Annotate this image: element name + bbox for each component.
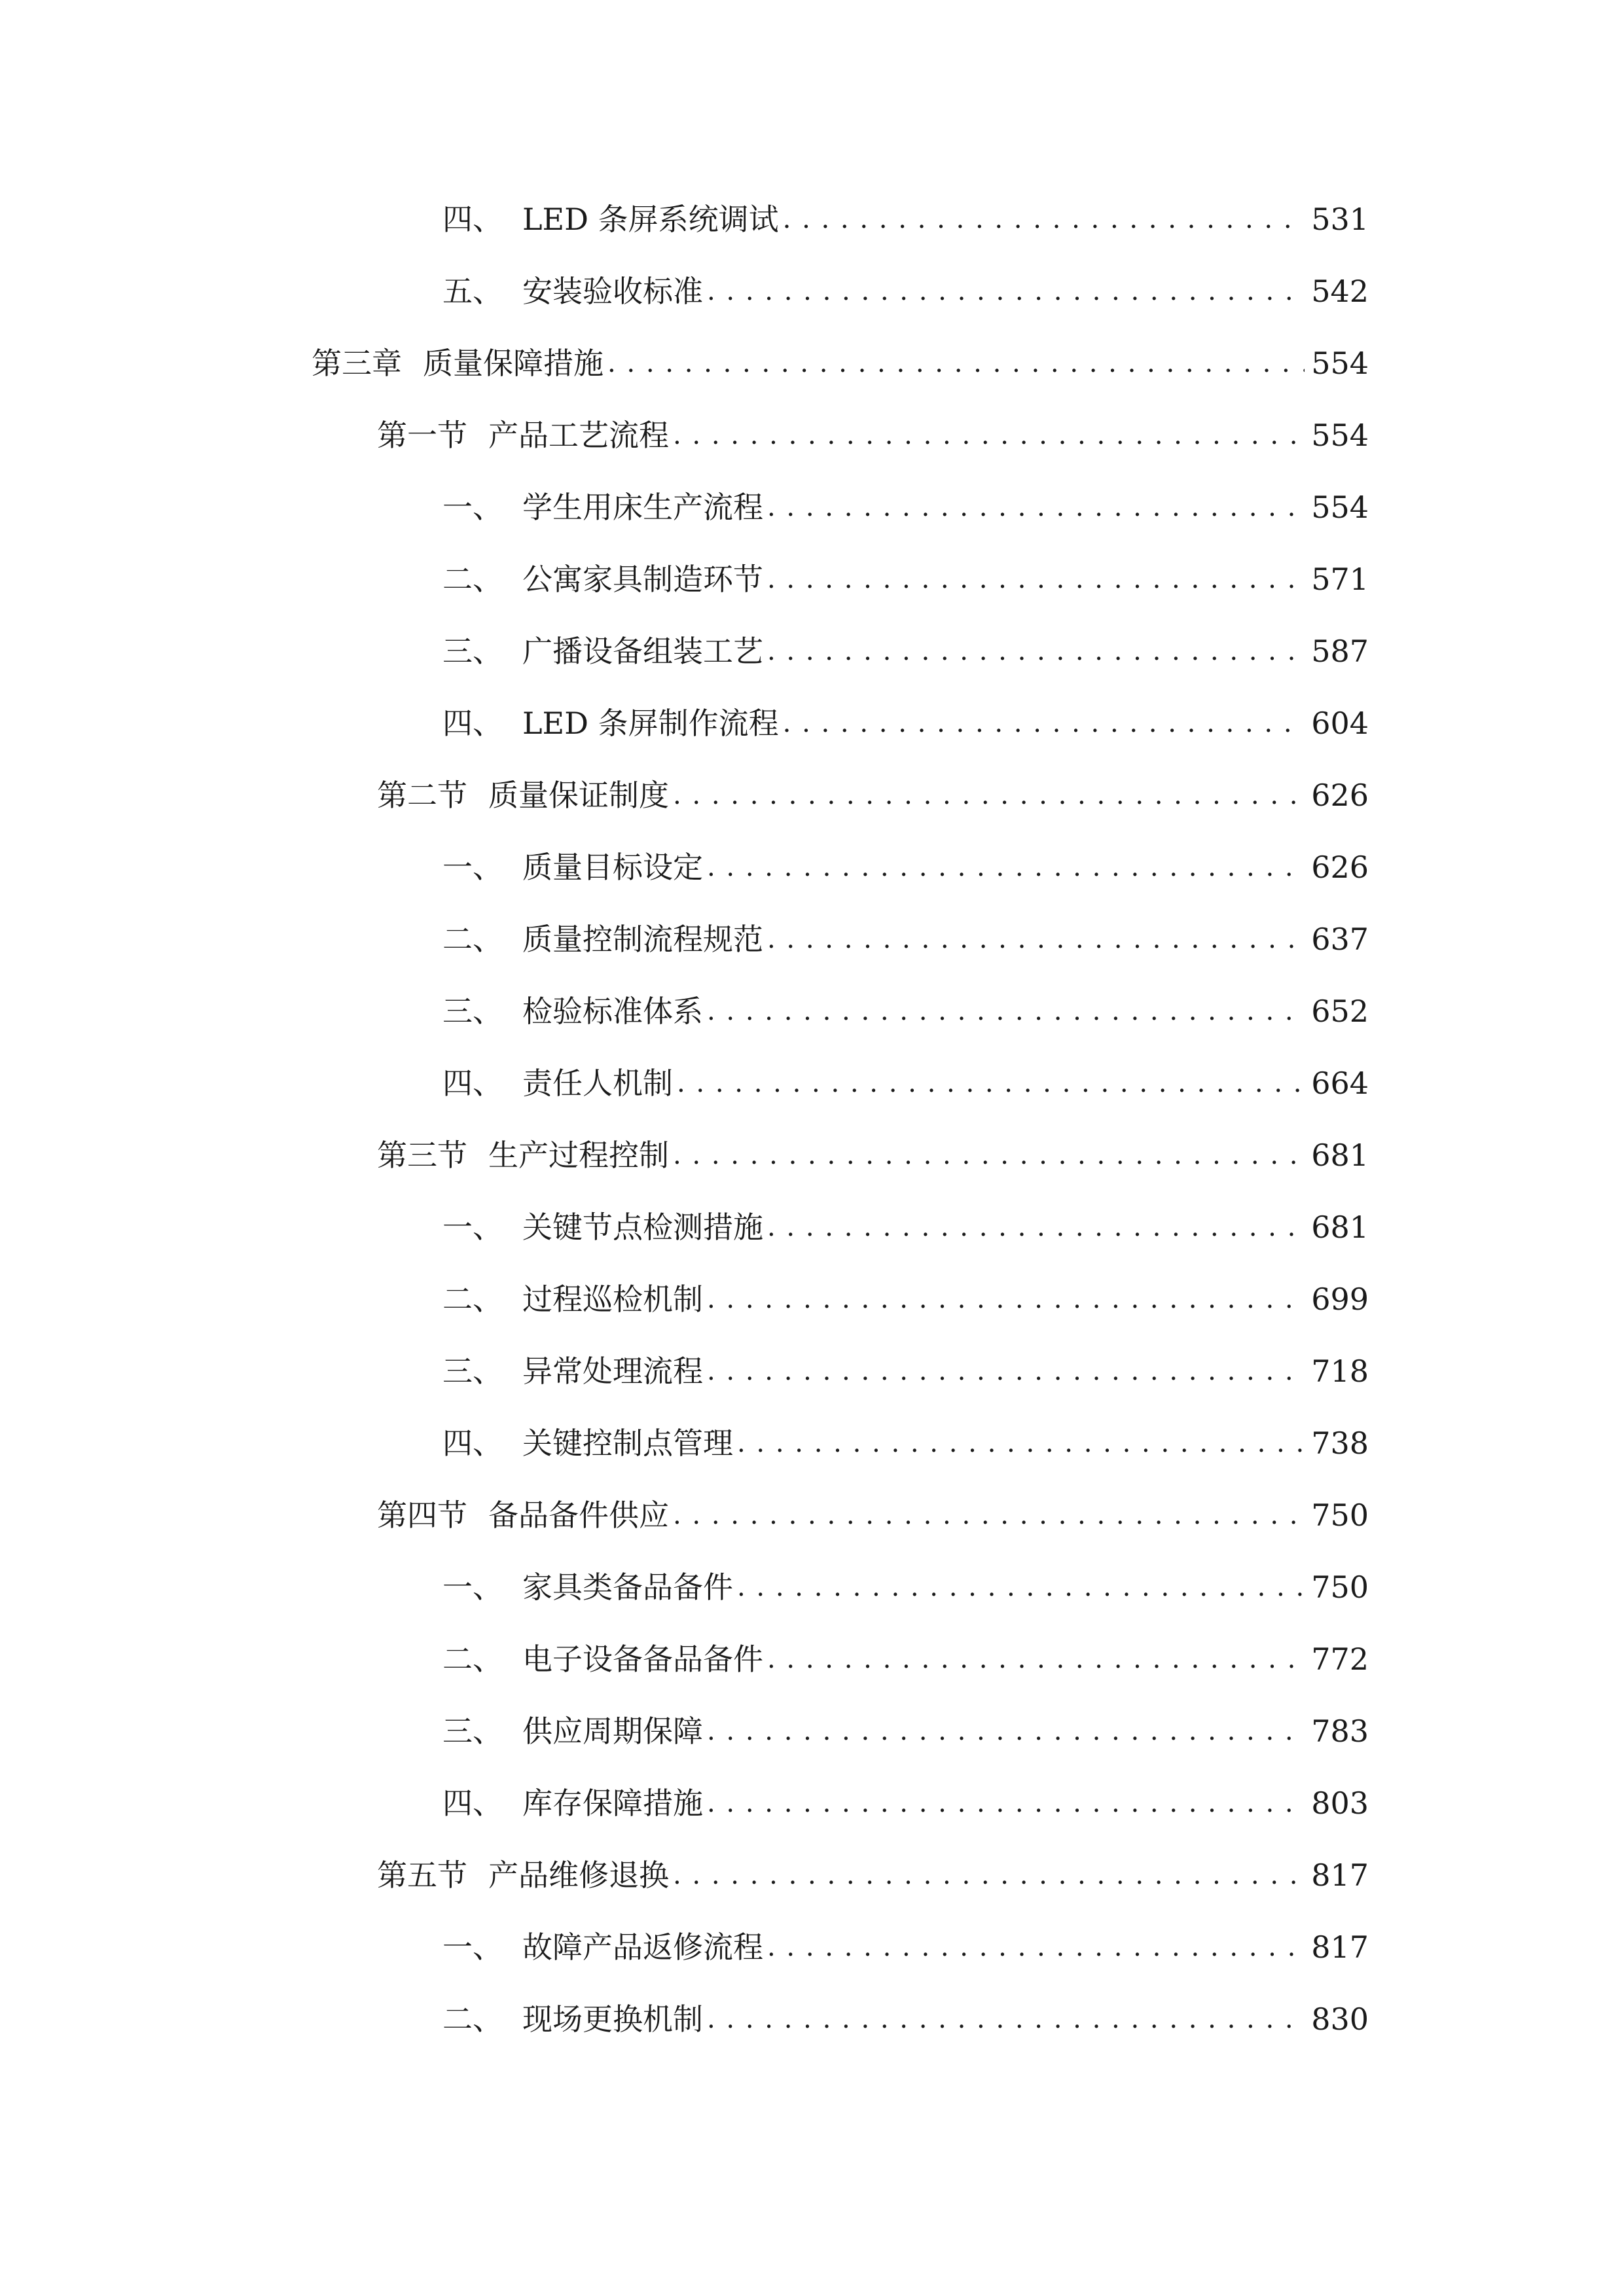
toc-entry[interactable] xyxy=(442,841,1369,893)
toc-entry-page: 817 xyxy=(1311,1857,1369,1893)
dot-leader xyxy=(707,1777,1305,1829)
toc-entry[interactable] xyxy=(442,1417,1369,1469)
toc-entry-page: 531 xyxy=(1311,202,1369,237)
toc-entry-number: 三、 xyxy=(442,1713,503,1749)
toc-entry[interactable] xyxy=(442,1345,1369,1397)
dot-leader xyxy=(707,841,1305,893)
toc-entry-title: 库存保障措施 xyxy=(522,1785,703,1821)
toc-entry-number: 二、 xyxy=(442,2001,503,2037)
dot-leader xyxy=(767,1921,1305,1973)
toc-entry[interactable] xyxy=(442,265,1369,317)
toc-entry-page: 637 xyxy=(1311,922,1369,957)
toc-entry-title: 电子设备备品备件 xyxy=(522,1641,763,1677)
toc-entry-number: 一、 xyxy=(442,490,503,525)
toc-entry-page: 554 xyxy=(1311,490,1369,525)
toc-entry-page: 772 xyxy=(1311,1641,1369,1677)
toc-entry[interactable] xyxy=(442,1201,1369,1253)
toc-entry-page: 803 xyxy=(1311,1785,1369,1821)
toc-entry-title: 责任人机制 xyxy=(522,1066,673,1101)
toc-entry-title: 备品备件供应 xyxy=(488,1498,669,1533)
dot-leader xyxy=(673,1129,1305,1181)
toc-entry[interactable] xyxy=(442,1993,1369,2045)
toc-entry-title: 供应周期保障 xyxy=(522,1713,703,1749)
toc-entry[interactable] xyxy=(377,1129,1369,1181)
toc-entry-number: 三、 xyxy=(442,994,503,1029)
dot-leader xyxy=(737,1417,1305,1469)
toc-entry[interactable] xyxy=(442,481,1369,533)
toc-entry-number: 二、 xyxy=(442,562,503,597)
toc-entry-number: 三、 xyxy=(442,634,503,669)
toc-entry-page: 681 xyxy=(1311,1138,1369,1173)
toc-entry-number: 一、 xyxy=(442,1929,503,1965)
toc-entry[interactable] xyxy=(442,913,1369,965)
toc-entry-page: 738 xyxy=(1311,1426,1369,1461)
toc-entry-number: 第三节 xyxy=(377,1138,467,1173)
toc-entry-page: 681 xyxy=(1311,1210,1369,1245)
toc-entry[interactable] xyxy=(442,1633,1369,1685)
toc-entry[interactable] xyxy=(442,985,1369,1037)
toc-entry[interactable] xyxy=(442,1561,1369,1613)
toc-entry[interactable] xyxy=(442,1057,1369,1109)
toc-entry-number: 五、 xyxy=(442,274,503,309)
toc-entry-page: 571 xyxy=(1311,562,1369,597)
dot-leader xyxy=(673,1489,1305,1541)
toc-entry[interactable] xyxy=(442,1921,1369,1973)
toc-entry-number: 三、 xyxy=(442,1354,503,1389)
dot-leader xyxy=(673,1849,1305,1901)
toc-entry-number: 四、 xyxy=(442,1785,503,1821)
toc-entry-title: 公寓家具制造环节 xyxy=(522,562,763,597)
toc-entry-page: 626 xyxy=(1311,778,1369,813)
dot-leader xyxy=(783,193,1305,245)
toc-entry-number: 四、 xyxy=(442,706,503,741)
toc-entry-number: 一、 xyxy=(442,1210,503,1245)
toc-entry-number: 第四节 xyxy=(377,1498,467,1533)
toc-entry-page: 718 xyxy=(1311,1354,1369,1389)
dot-leader xyxy=(707,1705,1305,1757)
toc-entry-page: 783 xyxy=(1311,1713,1369,1749)
toc-entry-title: 质量保证制度 xyxy=(488,778,669,813)
toc-entry[interactable] xyxy=(442,625,1369,677)
toc-entry[interactable] xyxy=(377,769,1369,821)
toc-entry-number: 第三章 xyxy=(312,346,402,381)
toc-entry-number: 四、 xyxy=(442,202,503,237)
dot-leader xyxy=(673,409,1305,461)
toc-entry-title: LED 条屏制作流程 xyxy=(522,706,779,741)
toc-entry[interactable] xyxy=(442,697,1369,749)
toc-entry-title: 质量控制流程规范 xyxy=(522,922,763,957)
toc-entry-title: 过程巡检机制 xyxy=(522,1282,703,1317)
toc-entry-page: 750 xyxy=(1311,1498,1369,1533)
toc-entry-page: 699 xyxy=(1311,1282,1369,1317)
dot-leader xyxy=(707,985,1305,1037)
toc-entry-title: 产品维修退换 xyxy=(488,1857,669,1893)
toc-entry-number: 二、 xyxy=(442,1641,503,1677)
toc-entry-title: 检验标准体系 xyxy=(522,994,703,1029)
toc-entry-page: 554 xyxy=(1311,418,1369,453)
toc-entry-page: 604 xyxy=(1311,706,1369,741)
toc-entry[interactable] xyxy=(442,553,1369,605)
toc-entry-title: 现场更换机制 xyxy=(522,2001,703,2037)
dot-leader xyxy=(767,1201,1305,1253)
toc-entry-title: 质量保障措施 xyxy=(423,346,604,381)
toc-entry-page: 830 xyxy=(1311,2001,1369,2037)
toc-entry-title: 家具类备品备件 xyxy=(522,1570,733,1605)
toc-entry-title: 关键节点检测措施 xyxy=(522,1210,763,1245)
dot-leader xyxy=(707,1993,1305,2045)
dot-leader xyxy=(607,337,1305,389)
toc-entry-title: 产品工艺流程 xyxy=(488,418,669,453)
dot-leader xyxy=(673,769,1305,821)
toc-entry-number: 二、 xyxy=(442,1282,503,1317)
toc-entry-page: 587 xyxy=(1311,634,1369,669)
toc-entry-title: 故障产品返修流程 xyxy=(522,1929,763,1965)
toc-entry-number: 一、 xyxy=(442,850,503,885)
dot-leader xyxy=(767,913,1305,965)
toc-entry[interactable] xyxy=(377,409,1369,461)
toc-entry[interactable] xyxy=(377,1489,1369,1541)
dot-leader xyxy=(737,1561,1305,1613)
toc-entry-number: 二、 xyxy=(442,922,503,957)
toc-entry-page: 542 xyxy=(1311,274,1369,309)
toc-entry-title: 质量目标设定 xyxy=(522,850,703,885)
toc-entry-title: 广播设备组装工艺 xyxy=(522,634,763,669)
toc-entry-title: LED 条屏系统调试 xyxy=(522,202,779,237)
toc-entry-title: 生产过程控制 xyxy=(488,1138,669,1173)
toc-entry[interactable] xyxy=(377,1849,1369,1901)
dot-leader xyxy=(707,1345,1305,1397)
toc-entry[interactable] xyxy=(442,1705,1369,1757)
toc-entry[interactable] xyxy=(442,193,1369,245)
toc-entry-page: 626 xyxy=(1311,850,1369,885)
toc-entry-page: 664 xyxy=(1311,1066,1369,1101)
toc-entry-number: 第五节 xyxy=(377,1857,467,1893)
toc-entry-title: 关键控制点管理 xyxy=(522,1426,733,1461)
toc-entry-page: 817 xyxy=(1311,1929,1369,1965)
dot-leader xyxy=(707,1273,1305,1325)
toc-entry-title: 安装验收标准 xyxy=(522,274,703,309)
toc-entry-number: 第一节 xyxy=(377,418,467,453)
toc-entry-page: 652 xyxy=(1311,994,1369,1029)
toc-entry-number: 四、 xyxy=(442,1066,503,1101)
dot-leader xyxy=(677,1057,1305,1109)
toc-entry-page: 554 xyxy=(1311,346,1369,381)
dot-leader xyxy=(707,265,1305,317)
toc-entry[interactable] xyxy=(312,337,1369,389)
dot-leader xyxy=(767,481,1305,533)
toc-entry-number: 第二节 xyxy=(377,778,467,813)
dot-leader xyxy=(767,1633,1305,1685)
toc-entry-page: 750 xyxy=(1311,1570,1369,1605)
toc-entry-title: 学生用床生产流程 xyxy=(522,490,763,525)
toc-entry[interactable] xyxy=(442,1273,1369,1325)
dot-leader xyxy=(767,625,1305,677)
toc-entry-number: 四、 xyxy=(442,1426,503,1461)
toc-entry-number: 一、 xyxy=(442,1570,503,1605)
dot-leader xyxy=(767,553,1305,605)
dot-leader xyxy=(783,697,1305,749)
toc-entry[interactable] xyxy=(442,1777,1369,1829)
toc-entry-title: 异常处理流程 xyxy=(522,1354,703,1389)
